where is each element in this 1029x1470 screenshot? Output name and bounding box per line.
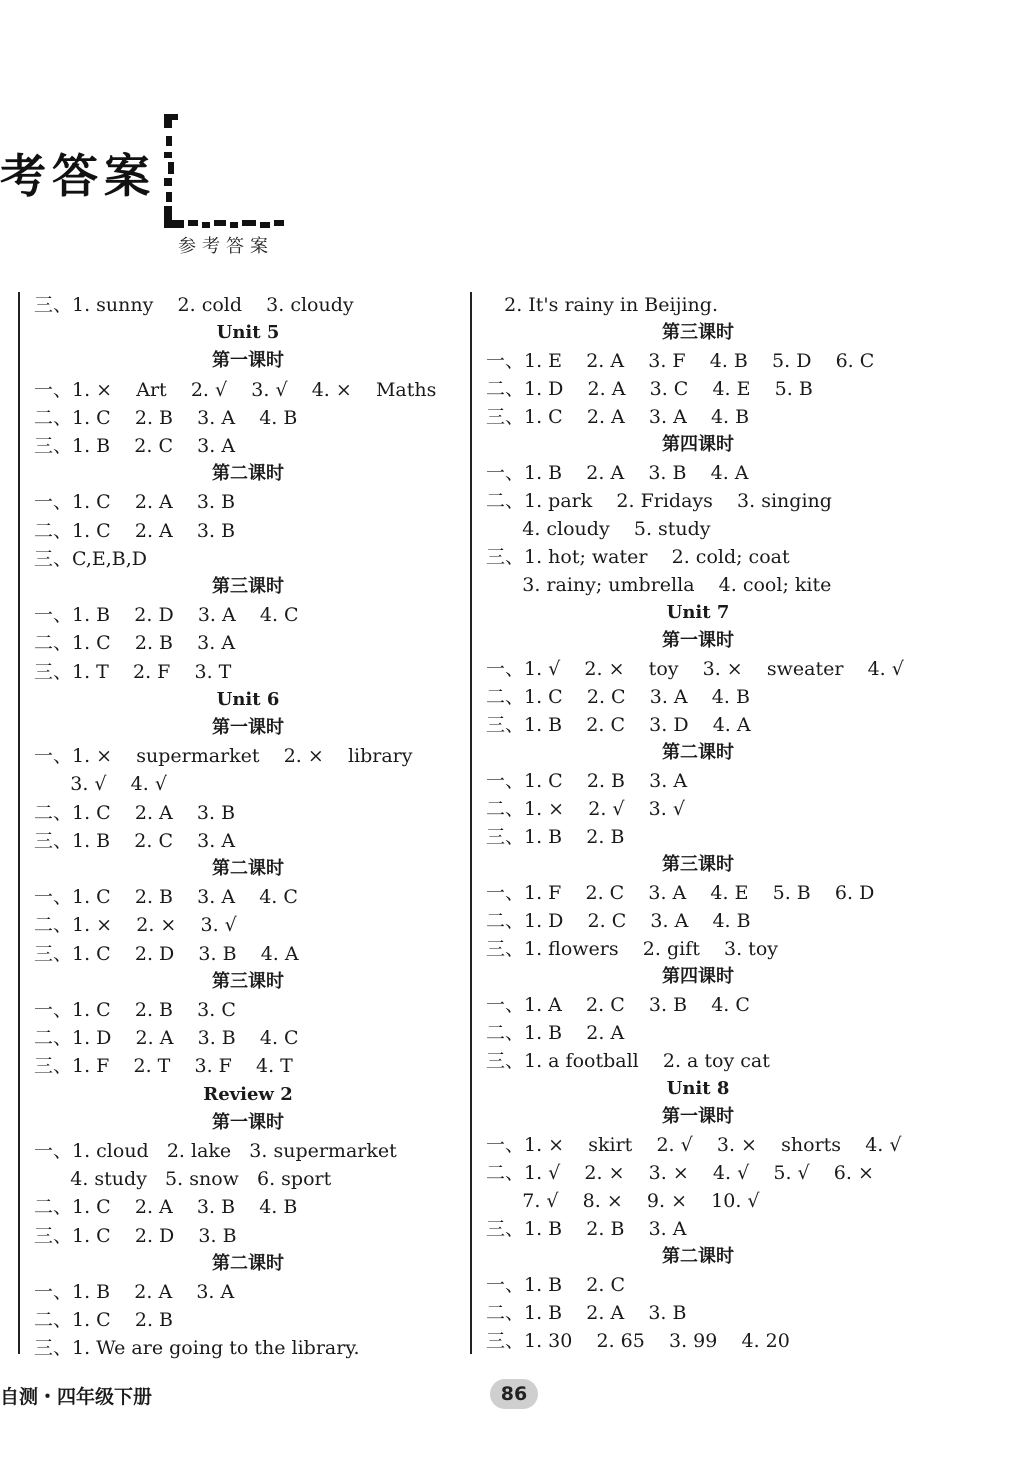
answer-line: 一、1. C 2. B 3. A [486, 770, 688, 792]
answer-line: 2. It's rainy in Beijing. [486, 294, 718, 316]
answer-line: 三、1. sunny 2. cold 3. cloudy [34, 294, 354, 316]
section-heading: 第二课时 [212, 1252, 284, 1274]
section-heading: Unit 7 [666, 602, 730, 623]
answer-line: 二、1. C 2. A 3. B [34, 519, 236, 542]
section-heading: 第二课时 [662, 742, 734, 763]
answer-line: 一、1. B 2. A 3. A [34, 1281, 235, 1303]
section-heading: 第二课时 [662, 1246, 734, 1267]
answer-line: 二、1. C 2. B 3. A [34, 632, 236, 655]
qr-code-icon [160, 112, 288, 230]
answer-line: 三、1. hot; water 2. cold; coat [486, 546, 790, 568]
section-heading: Unit 5 [216, 322, 280, 344]
answer-line: 三、1. B 2. C 3. D 4. A [486, 714, 751, 736]
answer-line: 二、1. D 2. A 3. B 4. C [34, 1027, 299, 1050]
section-heading: 第一课时 [212, 1111, 284, 1133]
answer-line: 一、1. F 2. C 3. A 4. E 5. B 6. D [486, 882, 875, 904]
answer-line: 二、1. √ 2. × 3. × 4. √ 5. √ 6. × [486, 1162, 874, 1184]
answer-line: 二、1. C 2. A 3. B 4. B [34, 1196, 298, 1219]
answer-line: 三、1. B 2. B [486, 826, 625, 848]
answer-line: 二、1. C 2. B 3. A 4. B [34, 406, 298, 429]
section-heading: 第二课时 [212, 463, 284, 485]
answer-line: 二、1. D 2. C 3. A 4. B [486, 910, 751, 932]
answer-line: 7. √ 8. × 9. × 10. √ [486, 1190, 760, 1212]
section-heading: 第一课时 [662, 630, 734, 651]
answer-line: 一、1. cloud 2. lake 3. supermarket [34, 1140, 397, 1162]
section-heading: 第一课时 [662, 1106, 734, 1127]
section-heading: Unit 6 [216, 688, 280, 710]
answer-line: 二、1. D 2. A 3. C 4. E 5. B [486, 378, 813, 400]
left-margin-line [18, 292, 20, 1354]
answer-line: 3. rainy; umbrella 4. cool; kite [486, 574, 832, 596]
answer-line: 一、1. A 2. C 3. B 4. C [486, 994, 750, 1016]
answer-line: 二、1. × 2. √ 3. √ [486, 798, 685, 820]
answer-line: 4. study 5. snow 6. sport [34, 1168, 332, 1191]
answer-line: 二、1. × 2. × 3. √ [34, 914, 237, 937]
answer-line: 二、1. C 2. A 3. B [34, 801, 236, 824]
answer-line: 一、1. √ 2. × toy 3. × sweater 4. √ [486, 658, 904, 680]
answer-line: 三、1. We are going to the library. [34, 1337, 360, 1360]
answer-line: 三、1. C 2. D 3. B [34, 1224, 237, 1247]
answer-line: 一、1. B 2. A 3. B 4. A [486, 462, 749, 484]
answer-line: 一、1. × Art 2. √ 3. √ 4. × Maths [34, 378, 437, 401]
answer-line: 一、1. C 2. B 3. C [34, 999, 236, 1021]
answer-line: 一、1. × supermarket 2. × library [34, 745, 413, 768]
answer-line: 三、1. 30 2. 65 3. 99 4. 20 [486, 1330, 790, 1352]
section-heading: 第一课时 [212, 717, 284, 738]
answer-line: 一、1. E 2. A 3. F 4. B 5. D 6. C [486, 350, 875, 372]
answer-line: 三、1. B 2. B 3. A [486, 1218, 687, 1240]
answer-line: 一、1. C 2. A 3. B [34, 491, 236, 514]
answer-line: 三、1. B 2. C 3. A [34, 829, 236, 852]
section-heading: 第一课时 [212, 350, 284, 372]
answer-line: 4. cloudy 5. study [486, 518, 711, 540]
page-title: 考答案 [0, 149, 156, 203]
answer-line: 二、1. C 2. C 3. A 4. B [486, 686, 750, 708]
answer-line: 3. √ 4. √ [34, 773, 167, 796]
answer-line: 三、1. T 2. F 3. T [34, 660, 232, 683]
answer-line: 三、1. a football 2. a toy cat [486, 1050, 770, 1072]
answer-line: 一、1. × skirt 2. √ 3. × shorts 4. √ [486, 1134, 902, 1156]
answer-line: 二、1. B 2. A [486, 1022, 625, 1044]
column-divider [470, 292, 472, 1354]
series-footer: 自测・四年级下册 [0, 1386, 153, 1408]
answer-line: 一、1. B 2. D 3. A 4. C [34, 604, 299, 627]
section-heading: Review 2 [203, 1083, 293, 1105]
section-heading: 第四课时 [662, 966, 734, 987]
answer-line: 三、C,E,B,D [34, 547, 148, 570]
answer-line: 二、1. B 2. A 3. B [486, 1302, 687, 1324]
answer-line: 一、1. B 2. C [486, 1274, 625, 1296]
answer-line: 一、1. C 2. B 3. A 4. C [34, 886, 298, 909]
section-heading: 第三课时 [212, 970, 284, 992]
answer-line: 三、1. B 2. C 3. A [34, 435, 236, 457]
answer-line: 二、1. C 2. B [34, 1309, 173, 1332]
section-heading: 第三课时 [662, 854, 734, 875]
answer-line: 三、1. C 2. A 3. A 4. B [486, 406, 750, 428]
section-heading: Unit 8 [666, 1078, 730, 1099]
page-number-badge: 86 [490, 1379, 538, 1409]
answer-line: 二、1. park 2. Fridays 3. singing [486, 490, 832, 512]
section-heading: 第二课时 [212, 858, 284, 879]
section-heading: 第四课时 [662, 434, 734, 455]
answer-line: 三、1. flowers 2. gift 3. toy [486, 938, 778, 960]
answer-line: 三、1. C 2. D 3. B 4. A [34, 942, 299, 965]
answer-line: 三、1. F 2. T 3. F 4. T [34, 1055, 293, 1078]
section-heading: 第三课时 [212, 576, 284, 597]
section-heading: 第三课时 [662, 322, 734, 343]
qr-caption: 参考答案 [178, 236, 274, 257]
